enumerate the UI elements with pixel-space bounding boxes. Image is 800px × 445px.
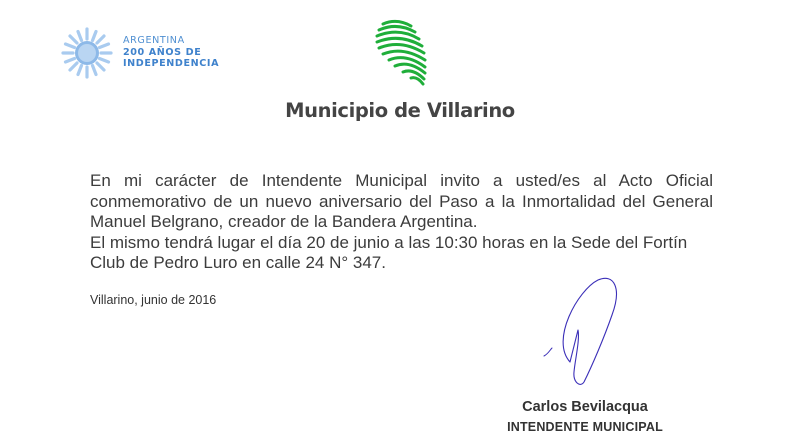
signer-name: Carlos Bevilacqua xyxy=(522,399,648,415)
bicentenario-line-2: 200 AÑOS DE xyxy=(123,46,202,58)
sun-icon xyxy=(60,26,114,80)
bicentenario-line-1: ARGENTINA xyxy=(123,35,185,46)
bicentenario-line-3: INDEPENDENCIA xyxy=(123,58,220,69)
invitation-paragraph-1: En mi carácter de Intendente Municipal invito a usted/es al Acto Oficial conmemorativo de un nuevo aniversario del Paso a la Inmortalidad del General Manuel Belgrano, creador de la Bandera Argentina. xyxy=(90,171,713,231)
bicentenario-logo xyxy=(60,26,230,82)
bicentenario-text xyxy=(123,35,233,70)
villarino-map-icon xyxy=(373,16,431,88)
signer-title: INTENDENTE MUNICIPAL xyxy=(507,420,663,434)
date-line: Villarino, junio de 2016 xyxy=(90,293,217,307)
invitation-text xyxy=(90,171,713,274)
invitation-paragraph-2: El mismo tendrá lugar el día 20 de junio a las 10:30 horas en la Sede del Fortín Club de Pedro Luro en calle 24 N° 347. xyxy=(90,232,688,272)
municipality-title: Municipio de Villarino xyxy=(285,99,515,122)
handwritten-signature xyxy=(540,270,640,390)
